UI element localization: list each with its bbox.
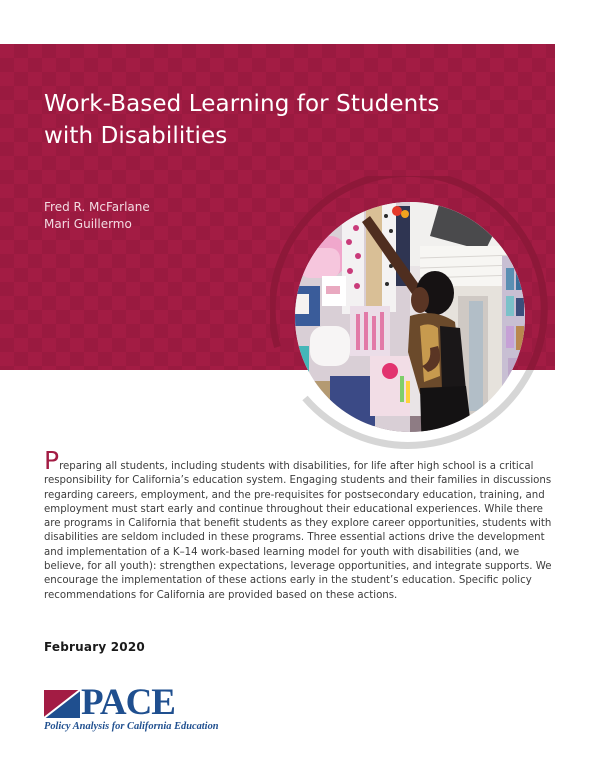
pace-logo (44, 682, 234, 739)
author-name: Fred R. McFarlane (44, 200, 150, 214)
pace-tagline: Policy Analysis for California Education (44, 721, 219, 732)
title-line-1: Work-Based Learning for Students (44, 91, 440, 117)
photo-illustration (270, 176, 552, 458)
author-list (44, 199, 150, 233)
report-title (44, 88, 524, 152)
drop-cap: P (44, 446, 60, 475)
pace-wordmark: PACE (81, 682, 175, 723)
author-name: Mari Guillermo (44, 217, 132, 231)
title-line-2: with Disabilities (44, 123, 228, 149)
abstract-paragraph (44, 446, 560, 603)
publication-date: February 2020 (44, 640, 145, 654)
abstract-text: reparing all students, including students with disabilities, for life after high school is a critical responsibility for California’s education system. Engaging students and their families in discussions regarding careers, employment, and the pre-requisites for postsecondary education, training, and employment must start early and continue throughout their educational experiences. While there are programs in California that benefit students as they explore career opportunities, students with disabilities are seldom included in these programs. Three essential actions drive the development and implementation of a K–14 work-based learning model for youth with disabilities (and, we believe, for all youth): strengthen expectations, leverage opportunities, and integrate supports. We encourage the implementation of these actions early in the student’s education. Specific policy recommendations for California are provided based on these actions. (44, 461, 552, 601)
pace-logo-mark-icon (44, 690, 80, 718)
cover-photo (270, 176, 552, 458)
